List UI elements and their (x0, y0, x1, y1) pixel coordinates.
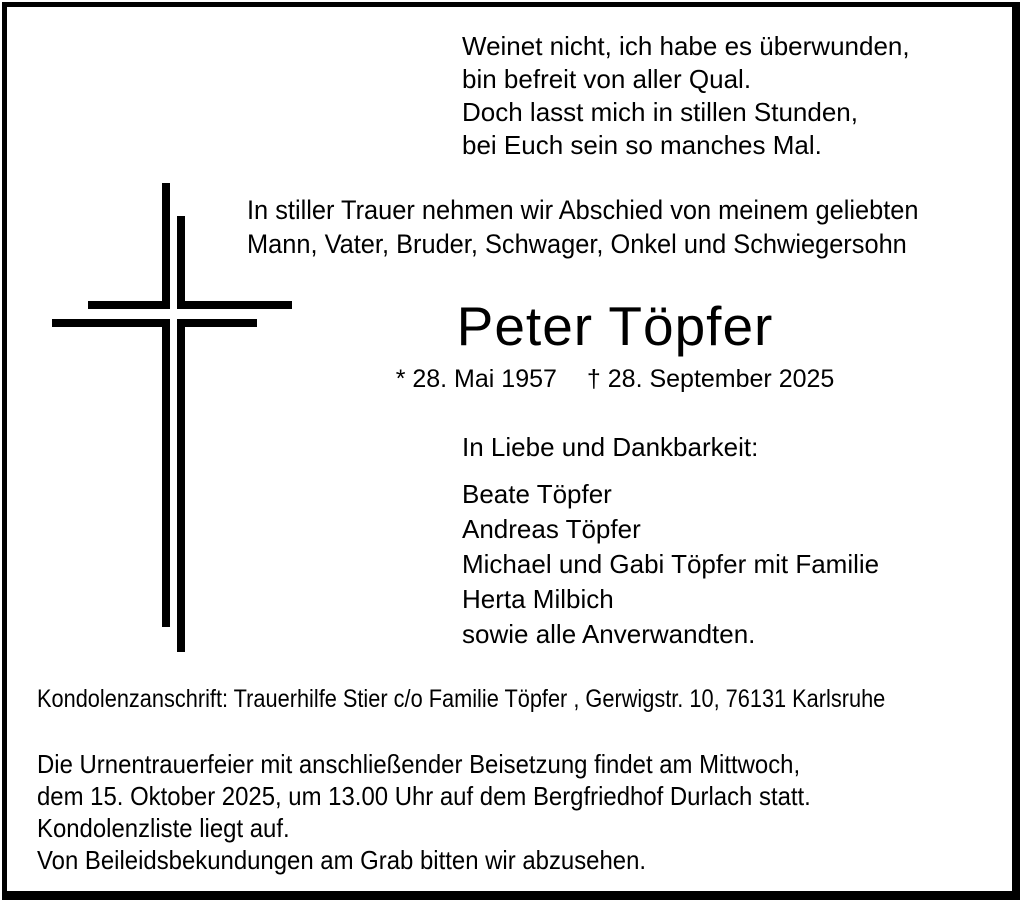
poem (462, 30, 910, 162)
condolence-address: Kondolenzanschrift: Trauerhilfe Stier c/o Familie Töpfer , Gerwigstr. 10, 76131 Karlsruhe (37, 685, 886, 713)
funeral-line: Von Beileidsbekundungen am Grab bitten wir abzusehen. (37, 845, 647, 875)
poem-line: bin befreit von aller Qual. (462, 64, 752, 94)
funeral-line: Die Urnentrauerfeier mit anschließender Beisetzung findet am Mittwoch, (37, 749, 801, 779)
death-date: † 28. September 2025 (586, 365, 835, 393)
poem-line: Doch lasst mich in stillen Stunden, (462, 97, 858, 127)
poem-line: Weinet nicht, ich habe es überwunden, (462, 31, 910, 61)
deceased-block (255, 296, 975, 394)
funeral-line: dem 15. Oktober 2025, um 13.00 Uhr auf dem Bergfriedhof Durlach statt. (37, 781, 811, 811)
poem-line: bei Euch sein so manches Mal. (462, 130, 822, 160)
deceased-name: Peter Töpfer (456, 295, 774, 357)
intro-line: Mann, Vater, Bruder, Schwager, Onkel und Schwiegersohn (247, 229, 907, 259)
mourner-line: Andreas Töpfer (462, 514, 641, 544)
mourner-line: Michael und Gabi Töpfer mit Familie (462, 549, 880, 579)
funeral-line: Kondolenzliste liegt auf. (37, 813, 290, 843)
mourner-line: Herta Milbich (462, 584, 614, 614)
intro-line: In stiller Trauer nehmen wir Abschied von meinem geliebten (247, 195, 919, 225)
birth-date: * 28. Mai 1957 (395, 365, 557, 393)
funeral-info (37, 748, 811, 876)
intro-text (247, 193, 919, 261)
life-dates (255, 365, 975, 394)
mourner-line: sowie alle Anverwandten. (462, 619, 756, 649)
mourners-list (462, 477, 879, 652)
dedication-text: In Liebe und Dankbarkeit: (462, 432, 759, 462)
mourner-line: Beate Töpfer (462, 479, 612, 509)
